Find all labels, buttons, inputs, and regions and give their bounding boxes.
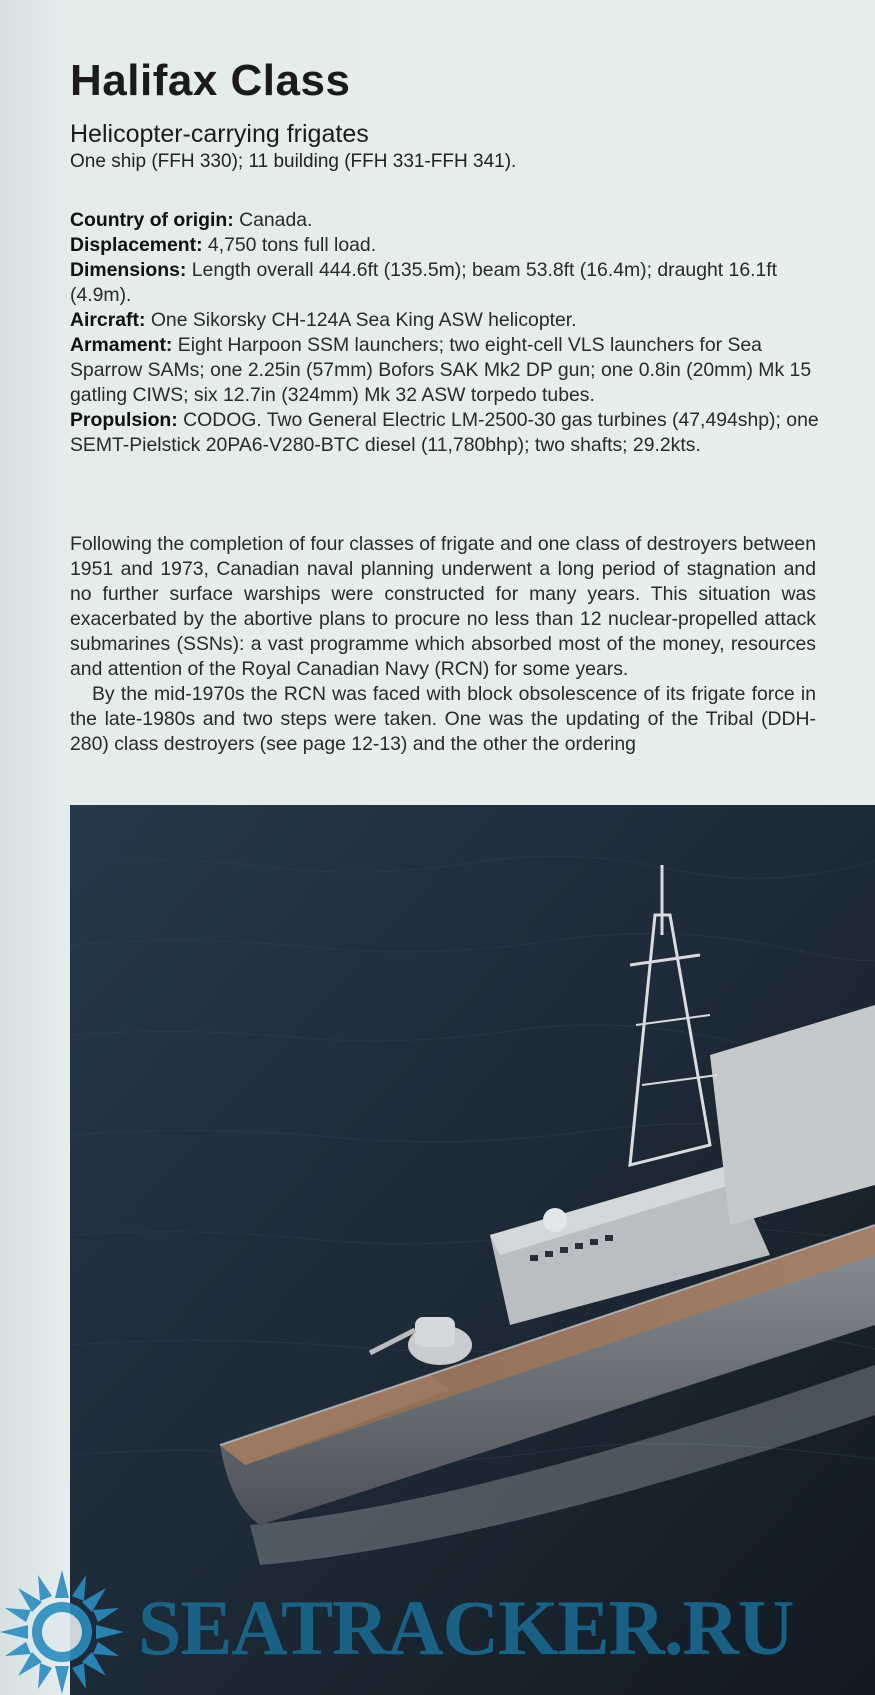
- page-subtitle: Helicopter-carrying frigates: [70, 120, 369, 148]
- sun-icon: [0, 1570, 124, 1694]
- article-body: [70, 532, 816, 757]
- spec-value: 4,750 tons full load.: [202, 234, 377, 256]
- spec-aircraft: [70, 308, 820, 333]
- spec-value: Length overall 444.6ft (135.5m); beam 53.8ft (16.4m); draught 16.1ft (4.9m).: [70, 259, 778, 306]
- spec-armament: [70, 333, 820, 408]
- spec-label: Propulsion:: [70, 409, 178, 431]
- ship-illustration: [70, 805, 875, 1695]
- body-paragraph: Following the completion of four classes of frigate and one class of destroyers between 1951 and 1973, Canadian naval planning underwent a long period of stagnation and no further surface warships were constructed for many years. This situation was exacerbated by the abortive plans to procure no less than 12 nuclear-propelled attack submarines (SSNs): a vast programme which absorbed most of the money, resources and attention of the Royal Canadian Navy (RCN) for some years.: [70, 533, 816, 680]
- spec-value: Canada.: [233, 209, 313, 231]
- page-title: Halifax Class: [70, 56, 351, 105]
- spec-label: Displacement:: [70, 234, 203, 256]
- spec-value: Eight Harpoon SSM launchers; two eight-cell VLS launchers for Sea Sparrow SAMs; one 2.25in (57mm) Bofors SAK Mk2 DP gun; one 0.8in (20mm) Mk 15 gatling CIWS; six 12.7in (324mm) Mk 32 ASW torpedo tubes.: [70, 334, 812, 406]
- body-paragraph: By the mid-1970s the RCN was faced with block obsolescence of its frigate force in the late-1980s and two steps were taken. One was the updating of the Tribal (DDH-280) class destroyers (see page 12-13) and the other the ordering: [70, 683, 816, 755]
- spec-displacement: [70, 233, 820, 258]
- spec-dimensions: [70, 258, 820, 308]
- spec-label: Dimensions:: [70, 259, 187, 281]
- spec-value: One Sikorsky CH-124A Sea King ASW helicopter.: [145, 309, 577, 331]
- spec-propulsion: [70, 408, 820, 458]
- watermark-text: SEATRACKER.RU: [138, 1584, 794, 1671]
- spec-value: CODOG. Two General Electric LM-2500-30 gas turbines (47,494shp); one SEMT-Pielstick 20PA6-V280-BTC diesel (11,780bhp); two shafts; 29.2kts.: [70, 409, 819, 456]
- spec-label: Aircraft:: [70, 309, 146, 331]
- specifications-block: [70, 208, 820, 458]
- ship-count-line: One ship (FFH 330); 11 building (FFH 331-FFH 341).: [70, 151, 517, 172]
- spec-label: Armament:: [70, 334, 173, 356]
- spec-country: [70, 208, 820, 233]
- ship-photo: [70, 805, 875, 1695]
- spec-label: Country of origin:: [70, 209, 234, 231]
